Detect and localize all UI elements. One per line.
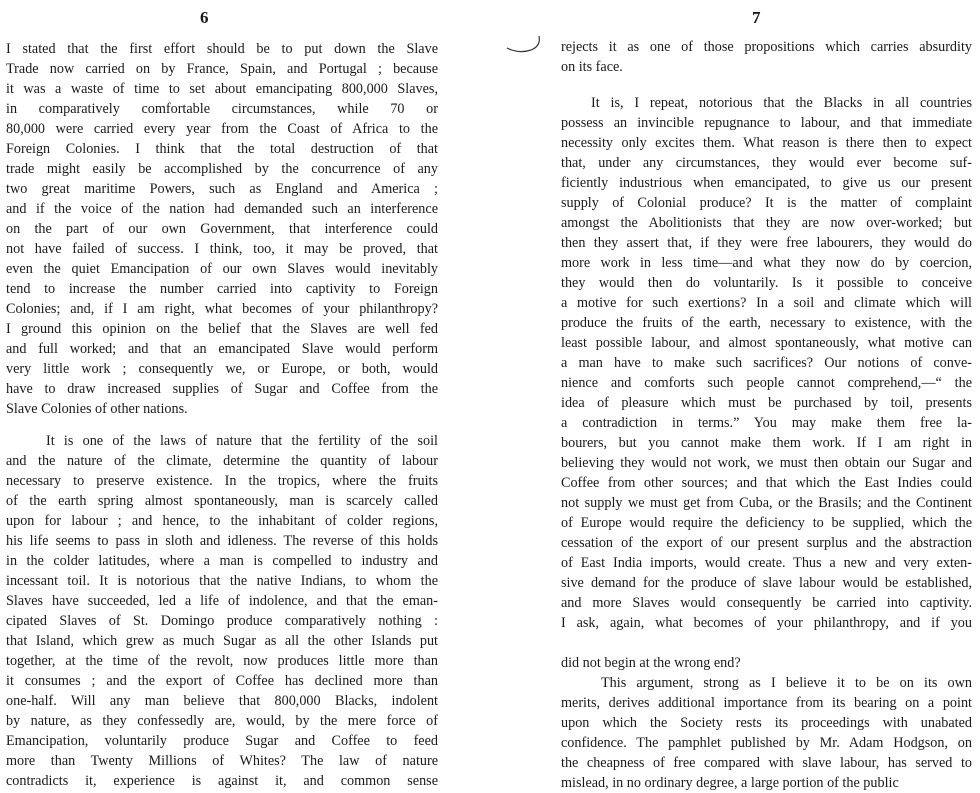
text-line: and full worked; and that an emancipated Slave would perform — [6, 341, 438, 357]
text-line: a motive for such exertions? In a soil and climate which will — [561, 295, 972, 311]
text-line: even the quiet Emancipation of our own Slaves would inevitably — [6, 261, 438, 277]
page-number: 7 — [752, 8, 761, 27]
text-line: and the nature of the climate, determine the quantity of labour — [6, 453, 438, 469]
text-line: I stated that the first effort should be to put down the Slave — [6, 41, 438, 57]
text-line: have to draw increased supplies of Sugar and Coffee from the — [6, 381, 438, 397]
text-line: then they assert that, if they were free labourers, they would do — [561, 235, 972, 251]
text-line: I ground this opinion on the belief that the Slaves are well fed — [6, 321, 438, 337]
margin-mark-icon — [505, 32, 545, 60]
text-line: It is one of the laws of nature that the fertility of the soil — [46, 433, 438, 449]
right-page — [540, 0, 980, 791]
text-line: on its face. — [561, 59, 623, 75]
text-line: in the colder latitudes, where a man is compelled to industry and — [6, 553, 438, 569]
text-line: of Europe would require the deficiency to be supplied, which the — [561, 515, 972, 531]
text-line: that Island, which grew as much Sugar as all the other Islands put — [6, 633, 438, 649]
text-line: it consumes ; and the export of Coffee has declined more than — [6, 673, 438, 689]
text-line: upon which the Society rests its proceedings with unabated — [561, 715, 972, 731]
text-line: ficiently industrious when emancipated, to give us our present — [561, 175, 972, 191]
text-line: sive demand for the produce of slave labour would be established, — [561, 575, 972, 591]
text-line: two great maritime Powers, such as England and America ; — [6, 181, 438, 197]
text-line: by nature, as they confessedly are, would, by the mere force of — [6, 713, 438, 729]
text-line: more than Twenty Millions of Whites? The law of nature — [6, 753, 438, 769]
text-line: Foreign Colonies. I think that the total destruction of that — [6, 141, 438, 157]
text-line: incessant toil. It is notorious that the native Indians, to whom the — [6, 573, 438, 589]
text-line: of East India imports, would create. Thus a new and very exten- — [561, 555, 972, 571]
text-line: bourers, but you cannot make them work. If I am right in — [561, 435, 972, 451]
text-line: merits, derives additional importance from its bearing on a point — [561, 695, 972, 711]
text-line: not supply we must get from Cuba, or the Brasils; and the Continent — [561, 495, 972, 511]
text-line: Colonies; and, if I am right, what becomes of your philanthropy? — [6, 301, 438, 317]
text-line: I ask, again, what becomes of your philanthropy, and if you — [561, 615, 972, 631]
text-line: confidence. The pamphlet published by Mr. Adam Hodgson, on — [561, 735, 972, 751]
text-line: that, under any circumstances, they would ever become suf- — [561, 155, 972, 171]
text-line: produce the fruits of the earth, necessary to existence, with the — [561, 315, 972, 331]
text-line: supply of Colonial produce? It is the matter of complaint — [561, 195, 972, 211]
text-line: of the earth spring almost spontaneously, man is scarcely called — [6, 493, 438, 509]
text-line: contradicts it, experience is against it, and common sense — [6, 773, 438, 789]
left-page — [0, 0, 470, 789]
text-line: did not begin at the wrong end? — [561, 655, 741, 671]
text-line: nience and comforts such people cannot comprehend,—“ the — [561, 375, 972, 391]
text-line: least possible labour, and almost spontaneously, what motive can — [561, 335, 972, 351]
text-line: the cheapness of free compared with slave labour, has served to — [561, 755, 972, 771]
text-line: very little work ; consequently we, or Europe, or both, would — [6, 361, 438, 377]
text-line: and if the voice of the nation had demanded such an interference — [6, 201, 438, 217]
text-line: Coffee from other sources; and that which the East Indies could — [561, 475, 972, 491]
text-line: Slave Colonies of other nations. — [6, 401, 188, 417]
text-line: idea of pleasure which must be purchased by toil, presents — [561, 395, 972, 411]
text-line: It is, I repeat, notorious that the Blacks in all countries — [591, 95, 972, 111]
text-line: rejects it as one of those propositions which carries absurdity — [561, 39, 972, 55]
text-line: cessation of the export of our present surplus and the abstraction — [561, 535, 972, 551]
text-line: his life seems to pass in sloth and idleness. The reverse of this holds — [6, 533, 438, 549]
text-line: together, at the time of the revolt, now produces little more than — [6, 653, 438, 669]
text-line: amongst the Abolitionists that they are now over-worked; but — [561, 215, 972, 231]
text-line: not have failed of success. I think, too, it may be proved, that — [6, 241, 438, 257]
text-line: in comparatively comfortable circumstances, while 70 or — [6, 101, 438, 117]
text-line: Trade now carried on by France, Spain, and Portugal ; because — [6, 61, 438, 77]
text-line: necessity only excites them. What reason is there then to expect — [561, 135, 972, 151]
text-line: cipated Slaves of St. Domingo produce comparatively nothing : — [6, 613, 438, 629]
text-line: upon for labour ; and hence, to the inhabitant of colder regions, — [6, 513, 438, 529]
text-line: mislead, in no ordinary degree, a large portion of the public — [561, 775, 899, 791]
text-line: a contradiction in terms.” You may make them free la- — [561, 415, 972, 431]
text-line: one-half. Will any man believe that 800,000 Blacks, indolent — [6, 693, 438, 709]
text-line: Slaves have succeeded, led a life of indolence, and that the eman- — [6, 593, 438, 609]
text-line: tend to increase the number carried into captivity to Foreign — [6, 281, 438, 297]
text-line: 80,000 were carried every year from the Coast of Africa to the — [6, 121, 438, 137]
text-line: Emancipation, voluntarily produce Sugar and Coffee to feed — [6, 733, 438, 749]
text-line: possess an invincible repugnance to labour, and that immediate — [561, 115, 972, 131]
text-line: This argument, strong as I believe it to be on its own — [601, 675, 972, 691]
text-line: and more Slaves would consequently be carried into captivity. — [561, 595, 972, 611]
text-line: on the part of our own Government, that interference could — [6, 221, 438, 237]
text-line: it was a waste of time to set about emancipating 800,000 Slaves, — [6, 81, 438, 97]
text-line: more work in less time—and what they now do by coercion, — [561, 255, 972, 271]
text-line: believing they would not work, we must then obtain our Sugar and — [561, 455, 972, 471]
text-line: necessary to preserve existence. In the tropics, where the fruits — [6, 473, 438, 489]
text-line: a man have to make such sacrifices? Our notions of conve- — [561, 355, 972, 371]
page-number: 6 — [200, 8, 209, 27]
text-line: they would then do voluntarily. Is it possible to conceive — [561, 275, 972, 291]
text-line: trade might easily be accomplished by the concurrence of any — [6, 161, 438, 177]
